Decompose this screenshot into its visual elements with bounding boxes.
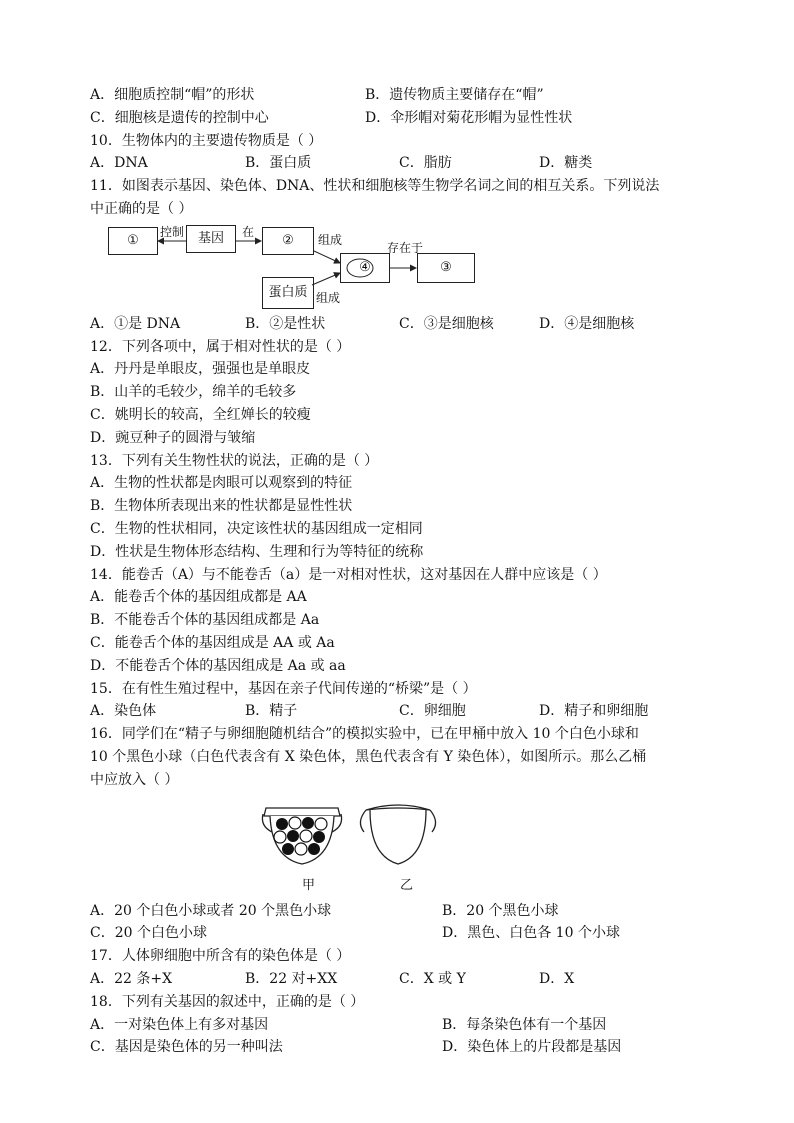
diagram-box-gene: 基因 <box>186 225 236 253</box>
q10-stem: 10．生物体内的主要遗传物质是（ ） <box>90 132 323 149</box>
q11-relation-diagram <box>90 223 726 313</box>
label-compose-top: 组成 <box>318 232 343 247</box>
q9-options-row-1 <box>90 84 726 107</box>
q9-option-c[interactable]: C．细胞核是遗传的控制中心 <box>90 109 269 126</box>
q12-stem: 12．下列各项中，属于相对性状的是（ ） <box>90 338 351 355</box>
q11-option-b[interactable]: B．②是性状 <box>245 315 326 332</box>
diagram-box-4: ④ <box>340 253 390 283</box>
q10-option-a[interactable]: A．DNA <box>90 155 148 172</box>
q10-options <box>90 152 726 175</box>
q17-option-d[interactable]: D．X <box>539 970 575 987</box>
q13-option-d[interactable]: D．性状是生物体形态结构、生理和行为等特征的统称 <box>90 543 424 560</box>
q14-option-b[interactable]: B．不能卷舌个体的基因组成都是 Aa <box>90 612 320 629</box>
q14-option-c[interactable]: C．能卷舌个体的基因组成是 AA 或 Aa <box>90 634 335 651</box>
q14-option-a[interactable]: A．能卷舌个体的基因组成都是 AA <box>90 589 307 606</box>
q18-options-row-2 <box>90 1036 726 1059</box>
q11-options <box>90 313 726 336</box>
q11-option-d[interactable]: D．④是细胞核 <box>539 315 635 332</box>
diagram-box-2: ② <box>262 227 314 255</box>
q16-options-row-1 <box>90 900 726 923</box>
q13-stem: 13．下列有关生物性状的说法，正确的是（ ） <box>90 452 379 469</box>
label-jia: 甲 <box>302 877 316 893</box>
q11-stem-line-1: 11．如图表示基因、染色体、DNA、性状和细胞核等生物学名词之间的相互关系。下列说法 <box>90 178 660 195</box>
q16-options-row-2 <box>90 922 726 945</box>
q17-options <box>90 968 726 991</box>
q12-option-b[interactable]: B．山羊的毛较少，绵羊的毛较多 <box>90 384 297 401</box>
q15-option-b[interactable]: B．精子 <box>245 703 298 720</box>
q15-options <box>90 700 726 723</box>
q14-stem: 14．能卷舌（A）与不能卷舌（a）是一对相对性状，这对基因在人群中应该是（ ） <box>90 566 607 583</box>
q18-options-row-1 <box>90 1014 726 1037</box>
q14-option-d[interactable]: D．不能卷舌个体的基因组成是 Aa 或 aa <box>90 657 346 674</box>
q12-option-c[interactable]: C．姚明长的较高，全红婵长的较瘦 <box>90 406 311 423</box>
exam-page <box>90 84 726 1059</box>
label-yi: 乙 <box>400 877 414 893</box>
q16-stem-line-1: 16．同学们在“精子与卵细胞随机结合”的模拟实验中，已在甲桶中放入 10 个白色小球和 <box>90 726 639 743</box>
label-exist-in: 存在于 <box>387 240 424 255</box>
diagram-box-3: ③ <box>417 253 475 283</box>
q9-option-a[interactable]: A．细胞质控制“帽”的形状 <box>90 87 255 103</box>
q18-stem: 18．下列有关基因的叙述中，正确的是（ ） <box>90 993 365 1010</box>
q12-option-a[interactable]: A．丹丹是单眼皮，强强也是单眼皮 <box>90 361 311 378</box>
q13-option-b[interactable]: B．生物体所表现出来的性状都是显性性状 <box>90 498 353 515</box>
diagram-box-protein: 蛋白质 <box>262 277 314 309</box>
q18-option-a[interactable]: A．一对染色体上有多对基因 <box>90 1016 269 1033</box>
label-control: 控制 <box>160 224 185 239</box>
q11-stem-line-2: 中正确的是（ ） <box>90 200 193 217</box>
bucket-yi <box>360 805 435 864</box>
q16-stem-line-3: 中应放入（ ） <box>90 771 179 788</box>
q10-option-c[interactable]: C．脂肪 <box>399 155 452 172</box>
q15-option-d[interactable]: D．精子和卵细胞 <box>539 703 649 720</box>
q9-options-row-2 <box>90 107 726 130</box>
q15-option-c[interactable]: C．卵细胞 <box>399 703 466 720</box>
q9-option-b[interactable]: B．遗传物质主要储存在“帽” <box>365 87 544 103</box>
q16-buckets-figure <box>90 792 726 900</box>
q11-option-c[interactable]: C．③是细胞核 <box>399 315 494 332</box>
q9-option-d[interactable]: D．伞形帽对菊花形帽为显性性状 <box>365 109 573 126</box>
q10-option-b[interactable]: B．蛋白质 <box>245 155 312 172</box>
q17-option-a[interactable]: A．22 条+X <box>90 970 173 987</box>
diagram-box-1: ① <box>108 227 158 255</box>
q18-option-d[interactable]: D．染色体上的片段都是基因 <box>442 1039 622 1056</box>
q16-option-c[interactable]: C．20 个白色小球 <box>90 925 207 942</box>
q16-option-d[interactable]: D．黑色、白色各 10 个小球 <box>442 925 620 942</box>
q11-option-a[interactable]: A．①是 DNA <box>90 315 181 332</box>
q17-option-c[interactable]: C．X 或 Y <box>399 970 466 987</box>
q16-stem-line-2: 10 个黑色小球（白色代表含有 X 染色体，黑色代表含有 Y 染色体），如图所示。那么乙桶 <box>90 748 647 765</box>
q18-option-b[interactable]: B．每条染色体有一个基因 <box>442 1016 607 1033</box>
label-in: 在 <box>242 224 255 239</box>
q16-option-b[interactable]: B．20 个黑色小球 <box>442 902 559 919</box>
q12-option-d[interactable]: D．豌豆种子的圆滑与皱缩 <box>90 429 256 446</box>
arrow-2-to-4 <box>314 251 340 263</box>
q15-stem: 15．在有性生殖过程中，基因在亲子代间传递的“桥梁”是（ ） <box>90 680 477 697</box>
q10-option-d[interactable]: D．糖类 <box>539 155 593 172</box>
q13-option-a[interactable]: A．生物的性状都是肉眼可以观察到的特征 <box>90 475 353 492</box>
q18-option-c[interactable]: C．基因是染色体的另一种叫法 <box>90 1039 283 1056</box>
q15-option-a[interactable]: A．染色体 <box>90 703 157 720</box>
q17-stem: 17．人体卵细胞中所含有的染色体是（ ） <box>90 948 351 965</box>
q13-option-c[interactable]: C．生物的性状相同，决定该性状的基因组成一定相同 <box>90 520 423 537</box>
arrow-protein-to-4 <box>312 273 340 285</box>
q17-option-b[interactable]: B．22 对+XX <box>245 970 338 987</box>
q16-option-a[interactable]: A．20 个白色小球或者 20 个黑色小球 <box>90 902 332 919</box>
bucket-jia <box>262 808 341 864</box>
label-compose-bottom: 组成 <box>316 290 341 305</box>
